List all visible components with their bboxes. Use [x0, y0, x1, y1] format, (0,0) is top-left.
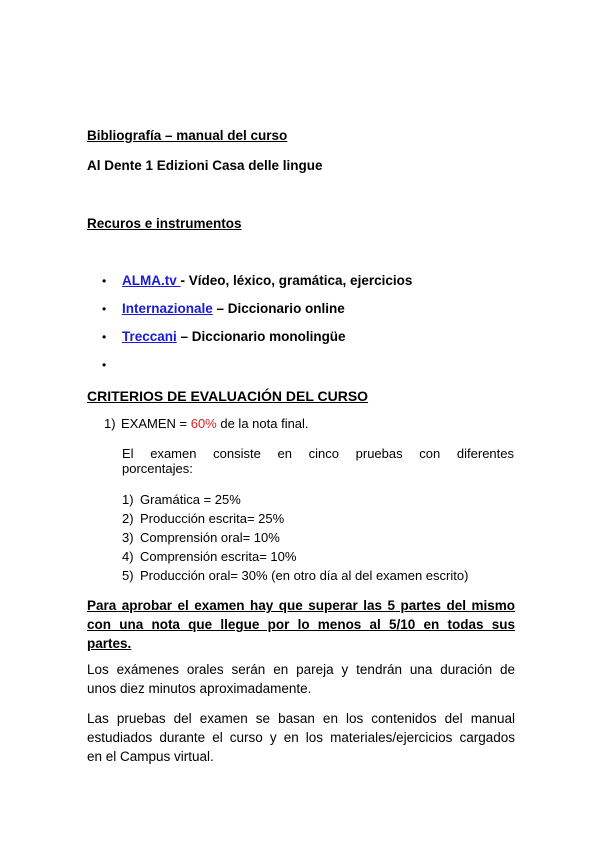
- exam-suffix: de la nota final.: [216, 416, 309, 431]
- exam-number: 1): [104, 416, 116, 431]
- oral-exam-note: [87, 660, 515, 698]
- resources-heading: Recuros e instrumentos: [87, 216, 242, 231]
- alma-tv-link[interactable]: ALMA.tv: [122, 273, 181, 288]
- internazionale-link[interactable]: Internazionale: [122, 301, 213, 316]
- list-item: [122, 492, 522, 507]
- bibliography-heading: Bibliografía – manual del curso: [87, 128, 288, 143]
- list-item: [122, 568, 522, 583]
- list-number: 3): [122, 530, 134, 545]
- bullet-icon: •: [102, 358, 107, 372]
- list-item: [102, 329, 522, 344]
- list-number: 2): [122, 511, 134, 526]
- list-item: [102, 357, 522, 372]
- pass-requirement: [87, 596, 515, 653]
- oral-exam-line: Los exámenes orales serán en pareja y tendrán una duración de: [87, 662, 515, 677]
- list-number: 4): [122, 549, 134, 564]
- list-item-text: - Vídeo, léxico, gramática, ejercicios: [180, 273, 413, 288]
- list-item-text: Producción escrita= 25%: [140, 511, 285, 526]
- exam-description-line: porcentajes:: [122, 461, 193, 476]
- list-item: [102, 301, 522, 316]
- pass-requirement-line: Para aprobar el examen hay que superar las 5 partes del mismo: [87, 598, 515, 613]
- list-item-text: Producción oral= 30% (en otro día al del examen escrito): [140, 568, 469, 583]
- list-item: [122, 530, 522, 545]
- exam-content-line: en el Campus virtual.: [87, 749, 214, 764]
- criteria-heading: CRITERIOS DE EVALUACIÓN DEL CURSO: [87, 388, 369, 404]
- exam-content-note: [87, 709, 515, 766]
- textbook-title: Al Dente 1 Edizioni Casa delle lingue: [87, 158, 323, 173]
- list-item-text: – Diccionario online: [212, 301, 345, 316]
- exam-percent: 60%: [190, 416, 217, 431]
- list-number: 1): [122, 492, 134, 507]
- list-item: [122, 549, 522, 564]
- treccani-link[interactable]: Treccani: [122, 329, 177, 344]
- list-number: 5): [122, 568, 134, 583]
- list-item-text: Comprensión escrita= 10%: [140, 549, 297, 564]
- list-item-text: Gramática = 25%: [140, 492, 241, 507]
- exam-weight-line: [104, 416, 524, 431]
- pass-requirement-line: con una nota que llegue por lo menos al 5/10 en todas sus: [87, 617, 515, 632]
- exam-content-line: Las pruebas del examen se basan en los contenidos del manual: [87, 711, 515, 726]
- exam-content-line: estudiados durante el curso y en los materiales/ejercicios cargados: [87, 730, 515, 745]
- list-item-text: – Diccionario monolingüe: [176, 329, 346, 344]
- pass-requirement-line: partes.: [87, 636, 132, 651]
- exam-description-line: El examen consiste en cinco pruebas con diferentes: [122, 446, 514, 461]
- exam-description: [122, 446, 514, 476]
- exam-prefix: EXAMEN =: [121, 416, 191, 431]
- bullet-icon: •: [102, 330, 107, 344]
- list-item-text: Comprensión oral= 10%: [140, 530, 280, 545]
- bullet-icon: •: [102, 274, 107, 288]
- list-item: [122, 511, 522, 526]
- list-item: [102, 273, 522, 288]
- oral-exam-line: unos diez minutos aproximadamente.: [87, 681, 312, 696]
- bullet-icon: •: [102, 302, 107, 316]
